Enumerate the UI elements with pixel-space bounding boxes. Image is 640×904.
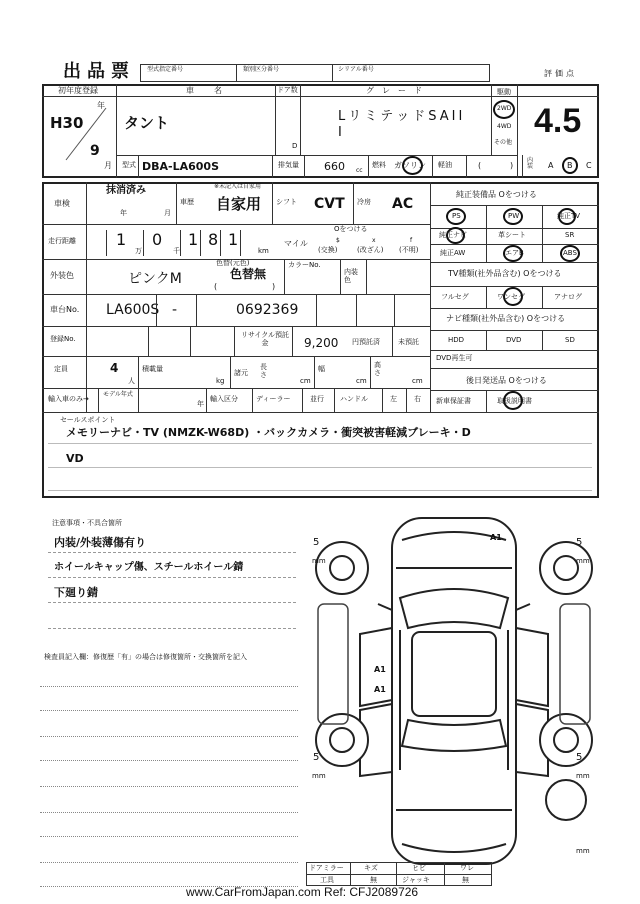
exterior-label: 外装色	[50, 271, 74, 280]
modified-mark: x	[372, 237, 376, 244]
unknown-label: (不明)	[399, 246, 419, 254]
grade-line1: LリミテッドSAII	[338, 109, 466, 124]
tread-front-left: 5	[313, 537, 320, 548]
car-name: タント	[124, 114, 170, 132]
tv-full-seg: フルセグ	[441, 293, 469, 301]
chip-label: ワレ	[460, 864, 474, 872]
navi-sd: SD	[565, 336, 575, 344]
sales-point-line2: VD	[66, 452, 84, 465]
navi-hdd: HDD	[448, 336, 465, 344]
genuine-title: 純正装備品 Oをつける	[456, 190, 537, 199]
model-year-unit: 年	[197, 400, 204, 408]
equip-abs: ABS	[563, 249, 577, 257]
length-cm: cm	[300, 377, 311, 385]
color-no-label: カラーNo.	[288, 261, 321, 269]
tv-title: TV種類(社外品含む) Oをつける	[448, 269, 562, 278]
mileage-digit-1: 1	[116, 230, 127, 249]
exterior-color: ピンクM	[128, 271, 182, 287]
month-label: 月	[104, 161, 112, 170]
pw-circle	[503, 208, 523, 225]
doors-label: ドア数	[277, 86, 298, 94]
usage-note: ※未記入は自家用	[214, 183, 262, 190]
shift-value: CVT	[314, 196, 345, 212]
tread-front-right: 5	[576, 537, 583, 548]
sen-unit: 千	[173, 247, 180, 255]
serial-label: シリアル番号	[338, 66, 374, 73]
ps-circle	[446, 208, 466, 225]
model-label: 型式	[122, 161, 136, 169]
light-oil-label: 軽油	[438, 161, 452, 169]
width-cm: cm	[356, 377, 367, 385]
interior-label: 内装	[527, 157, 534, 170]
load-kg: kg	[216, 377, 225, 385]
chassis-number: 0692369	[236, 302, 299, 318]
recycle-label: リサイクル預託金	[240, 331, 290, 348]
inspection-label: 車検	[54, 199, 70, 208]
equip-genuine-tv: 純正TV	[557, 212, 581, 220]
displacement-value: 660	[324, 160, 345, 173]
usage-label: 車歴	[180, 198, 194, 206]
drive-2wd-circle	[493, 100, 515, 119]
fuel-value: ガソリン	[394, 161, 426, 170]
ac-value: AC	[392, 196, 414, 212]
name-label: 車名	[186, 86, 242, 95]
drive-4wd: 4WD	[497, 123, 512, 130]
model-value: DBA-LA600S	[142, 160, 219, 173]
usage-value: 自家用	[216, 195, 262, 213]
man-unit: 万	[135, 247, 142, 255]
equip-leather: 革シート	[498, 231, 526, 239]
tv-one-seg: ワンセグ	[497, 293, 525, 301]
equip-sr: SR	[565, 231, 575, 239]
mileage-digit-2: 0	[152, 230, 163, 249]
tread-unit-fr: mm	[576, 557, 590, 565]
interior-color-label: 内装色	[344, 268, 358, 285]
navi-title: ナビ種類(社外品含む) Oをつける	[446, 314, 566, 323]
notes-line2: ホイールキャップ傷、スチールホイール錆	[54, 562, 244, 573]
mileage-label: 走行距離	[48, 237, 76, 245]
manual-circle	[503, 391, 523, 410]
repaint-value: 色替無	[230, 267, 267, 281]
recycle-amount: 9,200	[304, 336, 339, 350]
equip-pw: PW	[508, 212, 520, 220]
inspector-label: 検査員記入欄：修復歴「有」の場合は修復箇所・交換箇所を記入	[44, 653, 247, 661]
ac-label: 冷房	[357, 198, 371, 206]
interior-c: C	[586, 161, 592, 170]
import-dealer: ディーラー	[256, 395, 291, 403]
page-title: 出品票	[63, 61, 135, 82]
tv-analog: アナログ	[554, 293, 582, 301]
fuel-circle	[402, 156, 423, 175]
chassis-dash: -	[172, 302, 178, 318]
notes-label: 注意事項・不具合箇所	[52, 519, 122, 527]
equip-airbag: エアB	[505, 249, 524, 257]
crack-label: ヒビ	[412, 864, 426, 872]
cc-unit: cc	[356, 167, 363, 174]
grade-label: グレード	[366, 86, 430, 95]
genuine-navi-circle	[446, 227, 465, 244]
shift-label: シフト	[276, 198, 297, 206]
exchanged-label: (交換)	[318, 246, 338, 254]
later-title: 後日発送品 Oをつける	[466, 376, 547, 385]
tread-rear-right: 5	[576, 752, 583, 763]
inspection-month-unit: 月	[164, 209, 171, 217]
later-warranty: 新車保証書	[436, 397, 471, 405]
later-manual: 取扱説明書	[497, 397, 532, 405]
jack-value: 無	[462, 876, 469, 884]
mile-label: マイル	[284, 239, 308, 248]
notes-line1: 内装/外装薄傷有り	[54, 536, 147, 549]
fuel-paren: (	[478, 161, 482, 170]
km-unit: km	[258, 247, 269, 255]
equip-genuine-aw: 純正AW	[440, 249, 466, 257]
displacement-label: 排気量	[278, 161, 299, 169]
first-reg-month: 9	[90, 143, 100, 159]
handle-right: 右	[414, 395, 421, 403]
capacity-label: 定員	[54, 365, 68, 373]
interior-a: A	[548, 161, 554, 170]
exchanged-mark: $	[336, 237, 340, 244]
notes-line3: 下廻り錆	[54, 586, 98, 599]
height-label: 高さ	[374, 361, 381, 377]
equip-ps: PS	[452, 212, 461, 220]
tools-label: 工具	[320, 876, 334, 884]
watermark: www.CarFromJapan.com Ref: CFJ2089726	[186, 885, 419, 899]
mirror-label: ドアミラー	[309, 864, 344, 872]
yen-deposited: 円預託済	[352, 338, 380, 346]
repaint-paren-open: (	[214, 282, 218, 291]
fuel-paren-close: )	[510, 161, 514, 170]
sales-point-line1: メモリーナビ・TV (NMZK-W68D) ・バックカメラ・衝突被害軽減ブレーキ・D	[66, 426, 471, 439]
grade-line2: I	[338, 125, 342, 140]
import-category-label: 輸入区分	[210, 395, 238, 403]
evaluation-score: 4.5	[534, 102, 582, 140]
tread-unit-spare: mm	[576, 847, 590, 855]
interior-b-circle	[562, 157, 578, 174]
dims-label: 諸元	[234, 369, 248, 377]
dvd-play: DVD再生可	[436, 354, 473, 362]
chassis-prefix: LA600S	[106, 302, 160, 318]
airbag-circle	[503, 245, 523, 262]
repaint-paren-close: )	[272, 282, 276, 291]
tread-unit-rr: mm	[576, 772, 590, 780]
height-cm: cm	[412, 377, 423, 385]
tread-unit-fl: mm	[312, 557, 326, 565]
inspection-value: 抹消済み	[106, 185, 146, 196]
car-diagram	[296, 510, 606, 878]
damage-mark-2: A1	[374, 665, 386, 674]
width-label: 幅	[318, 365, 325, 373]
load-label: 積載量	[142, 365, 163, 373]
sales-point-label: セールスポイント	[60, 416, 116, 424]
fuel-label: 燃料	[372, 161, 386, 169]
handle-label: ハンドル	[340, 395, 368, 403]
registration-label: 登録No.	[50, 335, 76, 343]
tools-value: 無	[370, 876, 377, 884]
first-reg-label: 初年度登録	[58, 86, 98, 95]
drive-2wd: 2WD	[497, 105, 512, 112]
handle-left: 左	[390, 395, 397, 403]
category-label: 類別区分番号	[243, 66, 280, 73]
drive-label: 駆動	[497, 88, 511, 96]
abs-circle	[560, 245, 580, 262]
capacity-unit: 人	[128, 377, 135, 385]
mileage-mark-note: Oをつける	[334, 225, 368, 233]
damage-mark-1: A1	[490, 533, 502, 542]
interior-b: B	[567, 161, 573, 170]
mileage-digit-5: 1	[228, 230, 239, 249]
drive-other: その他	[494, 139, 513, 146]
not-deposited: 未預託	[398, 338, 419, 346]
scratch-label: キズ	[364, 864, 378, 872]
equip-genuine-navi: 純正ナビ	[439, 231, 467, 239]
tread-unit-rl: mm	[312, 772, 326, 780]
inspection-year-unit: 年	[120, 209, 127, 217]
modified-label: (改ざん)	[357, 246, 384, 254]
navi-dvd: DVD	[506, 336, 522, 344]
model-year-label: モデル年式	[103, 391, 133, 398]
evaluation-label: 評価点	[544, 69, 577, 78]
year-label: 年	[97, 101, 105, 110]
damage-mark-3: A1	[374, 685, 386, 694]
unknown-mark: f	[410, 237, 413, 244]
first-reg-year: H30	[50, 114, 84, 132]
import-label: 輸入車のみ→	[48, 395, 89, 403]
mileage-digit-3: 1	[188, 230, 199, 249]
jack-label: ジャッキ	[402, 876, 430, 884]
capacity-value: 4	[110, 361, 119, 375]
import-parallel: 並行	[310, 395, 324, 403]
door-type: D	[292, 142, 298, 150]
length-label: 長さ	[260, 363, 267, 379]
tread-rear-left: 5	[313, 752, 320, 763]
chassis-label: 車台No.	[50, 305, 80, 314]
one-seg-circle	[503, 287, 523, 306]
mileage-digit-4: 8	[208, 230, 219, 249]
genuine-tv-circle	[558, 208, 576, 225]
model-cert-label: 型式指定番号	[147, 66, 184, 73]
repaint-label: 色替(元色)	[216, 259, 250, 267]
